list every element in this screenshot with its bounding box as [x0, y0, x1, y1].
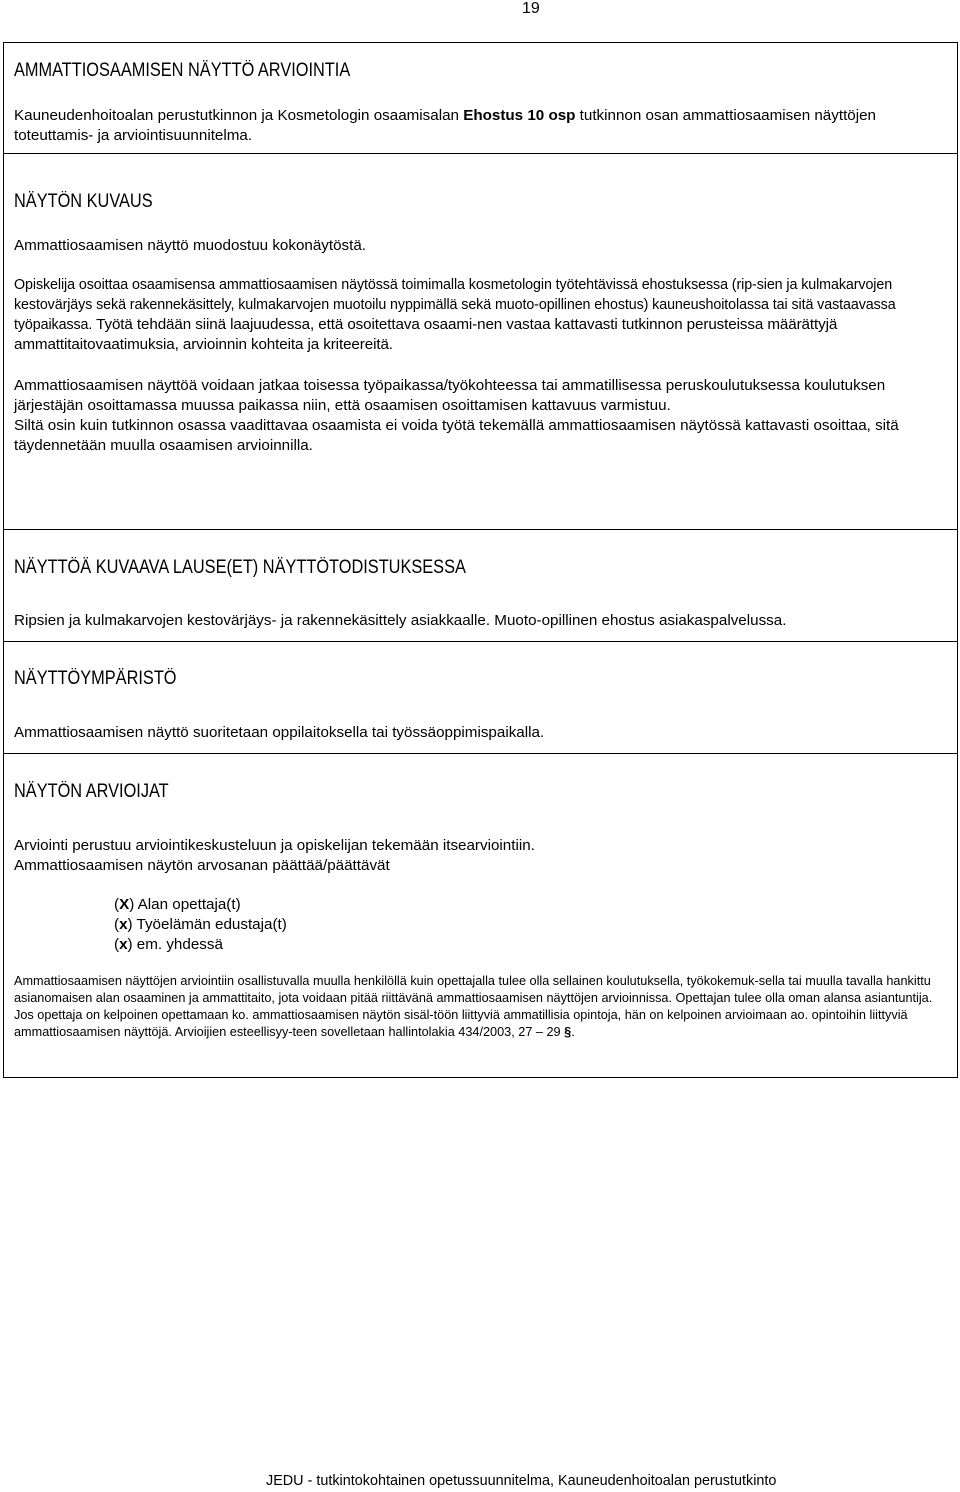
option-label: ) Työelämän edustaja(t) [127, 916, 287, 933]
ymparisto-text: Ammattiosaamisen näyttö suoritetaan oppilaitoksella tai työssäoppimispaikalla. [14, 724, 545, 741]
option-label: ) Alan opettaja(t) [129, 896, 241, 913]
option-yhdessa: (x) em. yhdessä [114, 936, 223, 953]
section-arvioijat [4, 754, 957, 1078]
section-ymparisto [4, 642, 957, 754]
section-lause [4, 530, 957, 642]
kuvaus-p1: Ammattiosaamisen näyttö muodostuu kokonäytöstä. [14, 237, 367, 254]
note-text: Ammattiosaamisen näyttöjen arviointiin osallistuvalla muulla henkilöllä kuin opettajalla tulee olla sellainen koulutuksella, työkokemuk-sella tai muulla tavalla hankittu asianomaisen alan osaaminen ja ammattitaito, jota voidaan pitää riittävänä ammattiosaamisen näyttöjen arvioinnissa. Opettajan tulee olla oman alansa asiantuntija. Jos opettaja on kelpoinen opettamaan ko. ammattiosaamisen näytön sisäl-töön liittyviä ammatillisia opintoja, hän on kelpoinen arvioimaan ao. opintoihin liittyviä ammattiosaamisen näyttöjä. Arvioijien esteellisyy-teen sovelletaan hallintolakia 434/2003, 27 – 29 [14, 974, 933, 1039]
option-mark: x [119, 916, 128, 933]
intro-text-bold: Ehostus 10 osp [463, 107, 576, 124]
option-label: ) em. yhdessä [127, 936, 223, 953]
kuvaus-p2a: Opiskelija osoittaa osaamisensa ammattiosaamisen näytössä toimimalla kosmetologin työtehtävissä ehostuksessa (rip-sien ja kulmakarvojen kestovärjäys sekä rakennekäsittely, kulmakarvojen muotoilu nyppimällä sekä muoto-opillinen ehostus) kauneushoitolassa tai sitä vastaavassa työpaikassa. [14, 277, 896, 333]
note-tail: . [571, 1025, 575, 1039]
section-heading: AMMATTIOSAAMISEN NÄYTTÖ ARVIOINTIA [14, 60, 351, 81]
option-mark: x [119, 936, 128, 953]
intro-text-before: Kauneudenhoitoalan perustutkinnon ja Kosmetologin osaamisalan [14, 107, 464, 124]
document-frame [3, 42, 958, 1078]
arvioijat-p2: Ammattiosaamisen näytön arvosanan päättää/päättävät [14, 857, 390, 874]
section-kuvaus [4, 154, 957, 530]
section-heading: NÄYTTÖÄ KUVAAVA LAUSE(ET) NÄYTTÖTODISTUKSESSA [14, 557, 466, 578]
section-heading: NÄYTÖN KUVAUS [14, 191, 153, 212]
section-heading: NÄYTÖN ARVIOIJAT [14, 781, 169, 802]
kuvaus-p3: Ammattiosaamisen näyttöä voidaan jatkaa toisessa työpaikassa/työkohteessa tai ammatillisessa peruskoulutuksessa koulutuksen järjestäjän osoittamassa muussa paikassa niin, että osaamisen osoittamisen kattavuus varmistuu. [14, 377, 886, 414]
kuvaus-p2 [14, 275, 947, 355]
option-mark: X [119, 896, 130, 913]
option-edustaja: (x) Työelämän edustaja(t) [114, 916, 287, 933]
lause-text: Ripsien ja kulmakarvojen kestovärjäys- ja rakennekäsittely asiakkaalle. Muoto-opillinen ehostus asiakaspalvelussa. [14, 612, 787, 629]
page-footer: JEDU - tutkintokohtainen opetussuunnitelma, Kauneudenhoitoalan perustutkinto [266, 1473, 777, 1489]
intro-text-after: tutkinnon osan ammattiosaamisen näyttöjen toteuttamis- ja arviointisuunnitelma. [14, 107, 876, 144]
option-opettaja: (X) Alan opettaja(t) [114, 896, 241, 913]
section-heading: NÄYTTÖYMPÄRISTÖ [14, 668, 177, 689]
evaluator-options [114, 895, 947, 955]
section-intro [4, 43, 957, 154]
intro-text [14, 106, 947, 146]
kuvaus-p4: Siltä osin kuin tutkinnon osassa vaadittavaa osaamista ei voida työtä tekemällä ammattiosaamisen näytössä kattavasti osoittaa, sitä täydennetään muulla osaamisen arvioinnilla. [14, 417, 899, 454]
note-section-sign: § [564, 1025, 572, 1039]
arvioijat-note [14, 973, 947, 1041]
arvioijat-p1: Arviointi perustuu arviointikeskusteluun ja opiskelijan tekemään itsearviointiin. [14, 837, 535, 854]
page-number: 19 [522, 0, 540, 17]
kuvaus-p2b: Työtä tehdään siinä laajuudessa, että osoitettava osaami-nen vastaa kattavasti tutkinnon perusteissa määrättyjä ammattitaitovaatimuksia, arvioinnin kohteita ja kriteereitä. [14, 316, 838, 353]
